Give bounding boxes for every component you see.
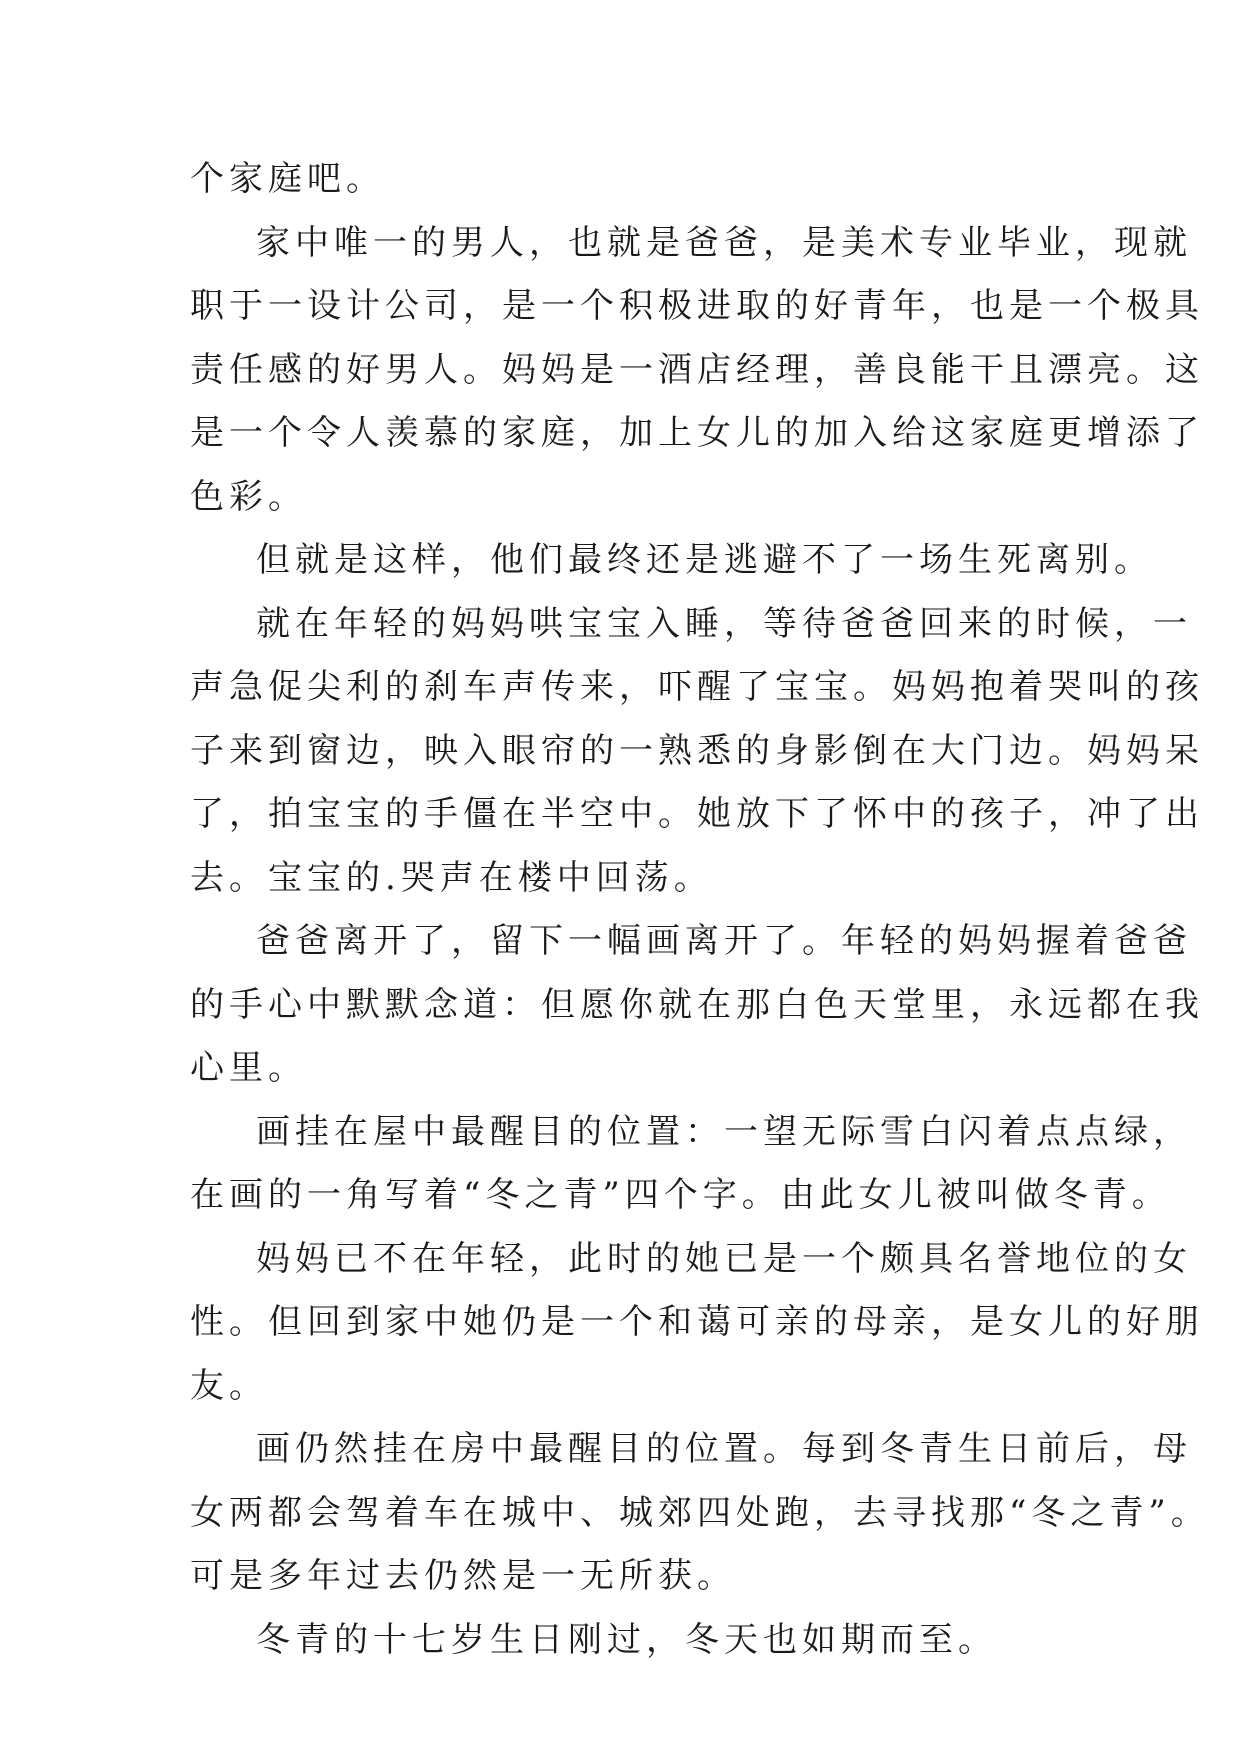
text-line: 在画的一角写着“冬之青”四个字。由此女儿被叫做冬青。 xyxy=(190,1175,1171,1215)
text-line: 的手心中默默念道：但愿你就在那白色天堂里，永远都在我 xyxy=(190,984,1204,1025)
text-line: 画挂在屋中最醒目的位置：一望无际雪白闪着点点绿， xyxy=(256,1111,1192,1152)
text-line: 可是多年过去仍然是一无所获。 xyxy=(190,1556,736,1596)
text-line: 画仍然挂在房中最醒目的位置。每到冬青生日前后，母 xyxy=(256,1429,1192,1469)
text-line: 色彩。 xyxy=(190,476,307,517)
text-line: 性。但回到家中她仍是一个和蔼可亲的母亲，是女儿的好朋 xyxy=(190,1302,1204,1342)
text-line: 子来到窗边，映入眼帘的一熟悉的身影倒在大门边。妈妈呆 xyxy=(190,730,1204,771)
text-line: 就在年轻的妈妈哄宝宝入睡，等待爸爸回来的时候，一 xyxy=(256,603,1192,644)
text-line: 了，拍宝宝的手僵在半空中。她放下了怀中的孩子，冲了出 xyxy=(190,794,1204,834)
text-line: 职于一设计公司，是一个积极进取的好青年，也是一个极具 xyxy=(190,286,1204,326)
text-line: 心里。 xyxy=(190,1048,307,1088)
text-line: 女两都会驾着车在城中、城郊四处跑，去寻找那“冬之青”。 xyxy=(190,1492,1210,1533)
text-line: 但就是这样，他们最终还是逃避不了一场生死离别。 xyxy=(256,540,1153,580)
text-line: 是一个令人羡慕的家庭，加上女儿的加入给这家庭更增添了 xyxy=(190,413,1204,453)
text-line: 冬青的十七岁生日刚过，冬天也如期而至。 xyxy=(256,1619,997,1660)
text-line: 家中唯一的男人，也就是爸爸，是美术专业毕业，现就 xyxy=(256,222,1192,263)
text-line: 妈妈已不在年轻，此时的她已是一个颇具名誉地位的女 xyxy=(256,1238,1192,1279)
story-text xyxy=(190,148,1210,1672)
text-line: 友。 xyxy=(190,1365,268,1406)
text-line: 声急促尖利的刹车声传来，吓醒了宝宝。妈妈抱着哭叫的孩 xyxy=(190,667,1204,707)
text-line: 爸爸离开了，留下一幅画离开了。年轻的妈妈握着爸爸 xyxy=(256,921,1192,961)
text-line: 去。宝宝的.哭声在楼中回荡。 xyxy=(190,857,713,898)
text-line: 个家庭吧。 xyxy=(190,159,385,199)
text-line: 责任感的好男人。妈妈是一酒店经理，善良能干且漂亮。这 xyxy=(190,349,1204,390)
